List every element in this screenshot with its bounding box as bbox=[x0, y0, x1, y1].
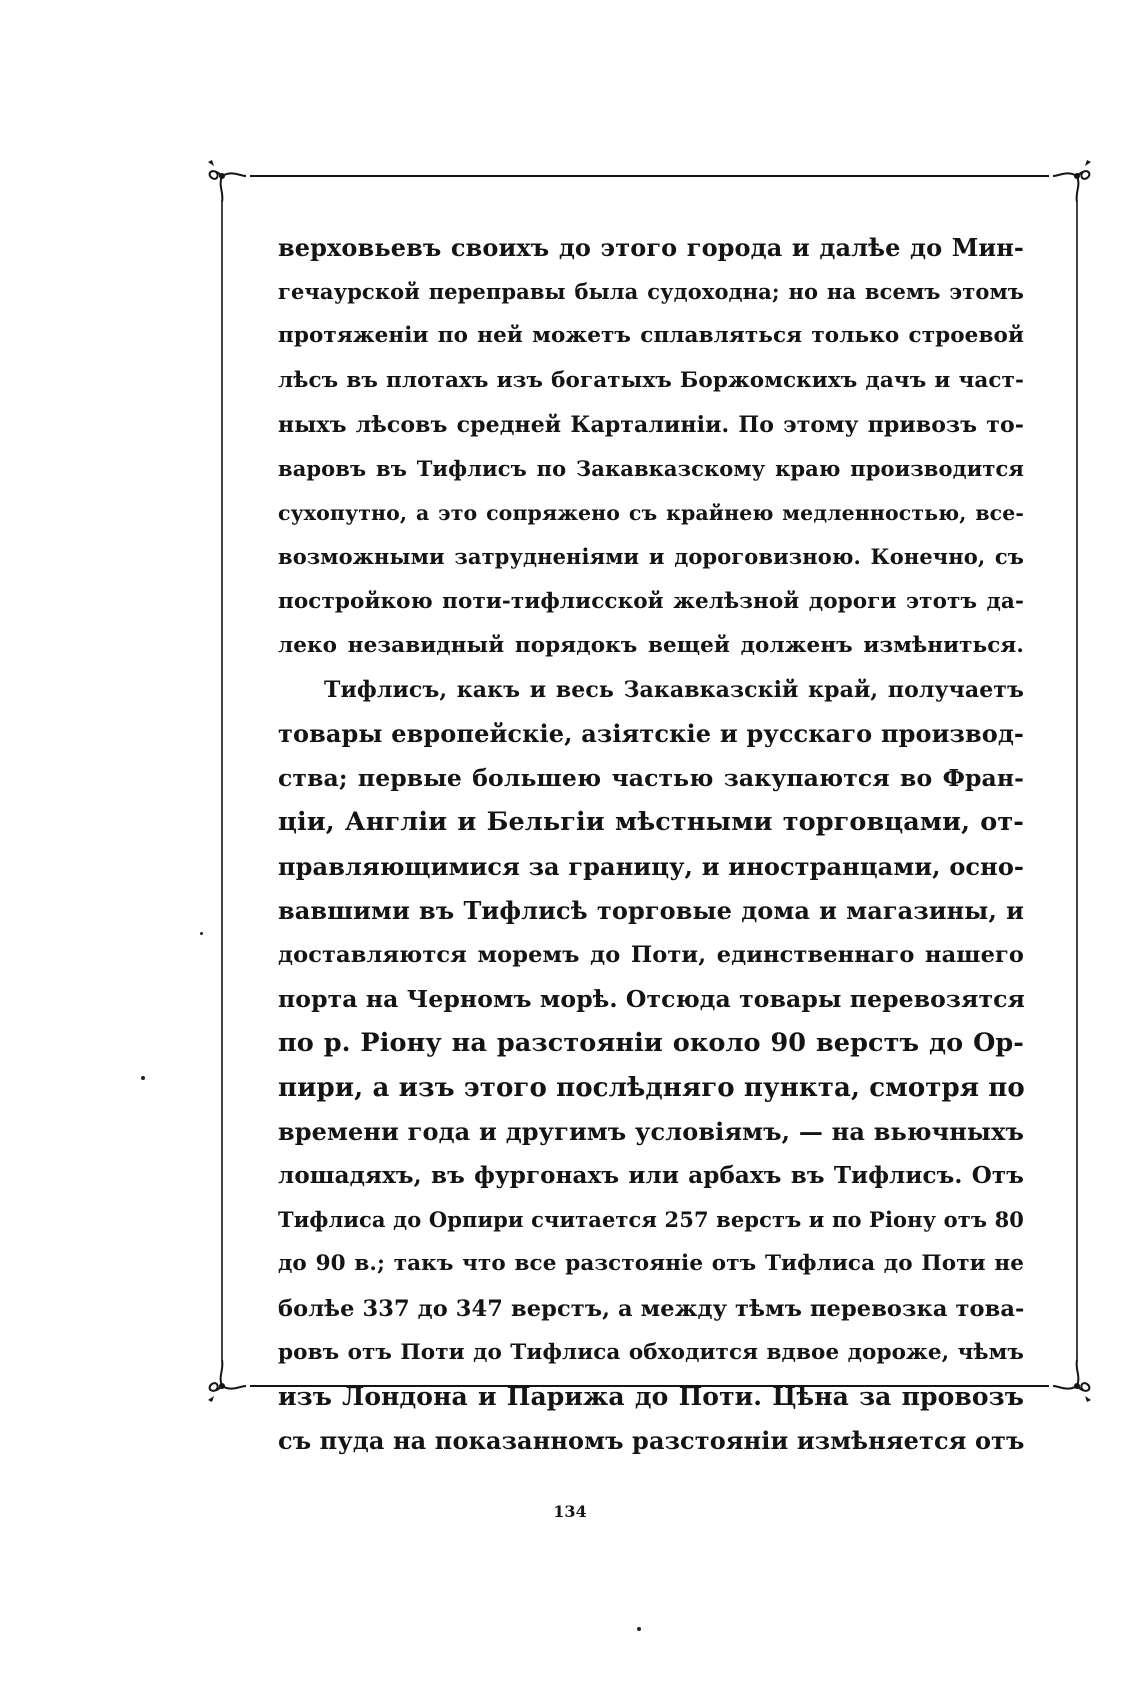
body-text bbox=[278, 226, 1024, 1463]
flourish-ornament-icon bbox=[1053, 156, 1097, 200]
text-line: ровъ отъ Поти до Тифлиса обходится вдвое дороже, чѣмъ bbox=[278, 1339, 1024, 1365]
text-line: верховьевъ своихъ до этого города и далѣе до Мин- bbox=[278, 233, 1024, 262]
text-line: ныхъ лѣсовъ средней Карталиніи. По этому привозъ то- bbox=[278, 411, 1024, 438]
scan-speck bbox=[141, 1076, 145, 1080]
text-line: протяженіи по ней можетъ сплавляться только строевой bbox=[278, 323, 1024, 349]
text-line: съ пуда на показанномъ разстояніи измѣняется отъ bbox=[278, 1426, 1025, 1456]
text-line: лѣсъ въ плотахъ изъ богатыхъ Боржомскихъ дачъ и част- bbox=[278, 367, 1024, 393]
text-line: гечаурской переправы была судоходна; но на всемъ этомъ bbox=[278, 279, 1024, 305]
text-line: леко незавидный порядокъ вещей долженъ измѣниться. bbox=[278, 632, 1024, 658]
text-line: доставляются моремъ до Поти, единственнаго нашего bbox=[278, 942, 1024, 968]
text-line: изъ Лондона и Парижа до Поти. Цѣна за провозъ bbox=[278, 1381, 1024, 1411]
text-line: до 90 в.; такъ что все разстояніе отъ Тифлиса до Поти не bbox=[278, 1251, 1024, 1277]
text-line: вавшими въ Тифлисѣ торговые дома и магазины, и bbox=[278, 895, 1024, 925]
text-line: сухопутно, а это сопряжено съ крайнею медленностью, все- bbox=[278, 501, 1024, 526]
text-line: возможными затрудненіями и дороговизною. Конечно, съ bbox=[278, 544, 1024, 570]
page-number: 134 bbox=[553, 1502, 587, 1521]
text-line: Тифлиса до Орпири считается 257 верстъ и по Ріону отъ 80 bbox=[278, 1207, 1024, 1233]
text-line: постройкою поти-тифлисской желѣзной дороги этотъ да- bbox=[278, 588, 1024, 614]
flourish-ornament-icon bbox=[202, 156, 246, 200]
text-line: правляющимися за границу, и иностранцами, осно- bbox=[278, 851, 1024, 881]
text-line: пири, а изъ этого послѣдняго пункта, смотря по bbox=[278, 1072, 1025, 1103]
text-line: товары европейскіе, азіятскіе и русскаго производ- bbox=[278, 719, 1024, 749]
text-line: Тифлисъ, какъ и весь Закавказскій край, получаетъ bbox=[324, 676, 1024, 703]
text-line: по р. Ріону на разстояніи около 90 верстъ до Ор- bbox=[278, 1028, 1024, 1059]
text-line: ціи, Англіи и Бельгіи мѣстными торговцами, от- bbox=[278, 807, 1024, 838]
scan-speck bbox=[637, 1627, 641, 1631]
flourish-ornament-icon bbox=[202, 1362, 246, 1406]
text-line: времени года и другимъ условіямъ, — на вьючныхъ bbox=[278, 1116, 1024, 1146]
flourish-ornament-icon bbox=[1053, 1362, 1097, 1406]
text-line: лошадяхъ, въ фургонахъ или арбахъ въ Тифлисъ. Отъ bbox=[278, 1161, 1024, 1189]
text-line: ства; первые большею частью закупаются во Фран- bbox=[278, 764, 1024, 793]
text-line: порта на Черномъ морѣ. Отсюда товары перевозятся bbox=[278, 985, 1026, 1014]
text-line: варовъ въ Тифлисъ по Закавказскому краю производится bbox=[278, 455, 1024, 481]
scan-speck bbox=[200, 932, 203, 935]
text-line: болѣе 337 до 347 верстъ, а между тѣмъ перевозка това- bbox=[278, 1295, 1025, 1322]
